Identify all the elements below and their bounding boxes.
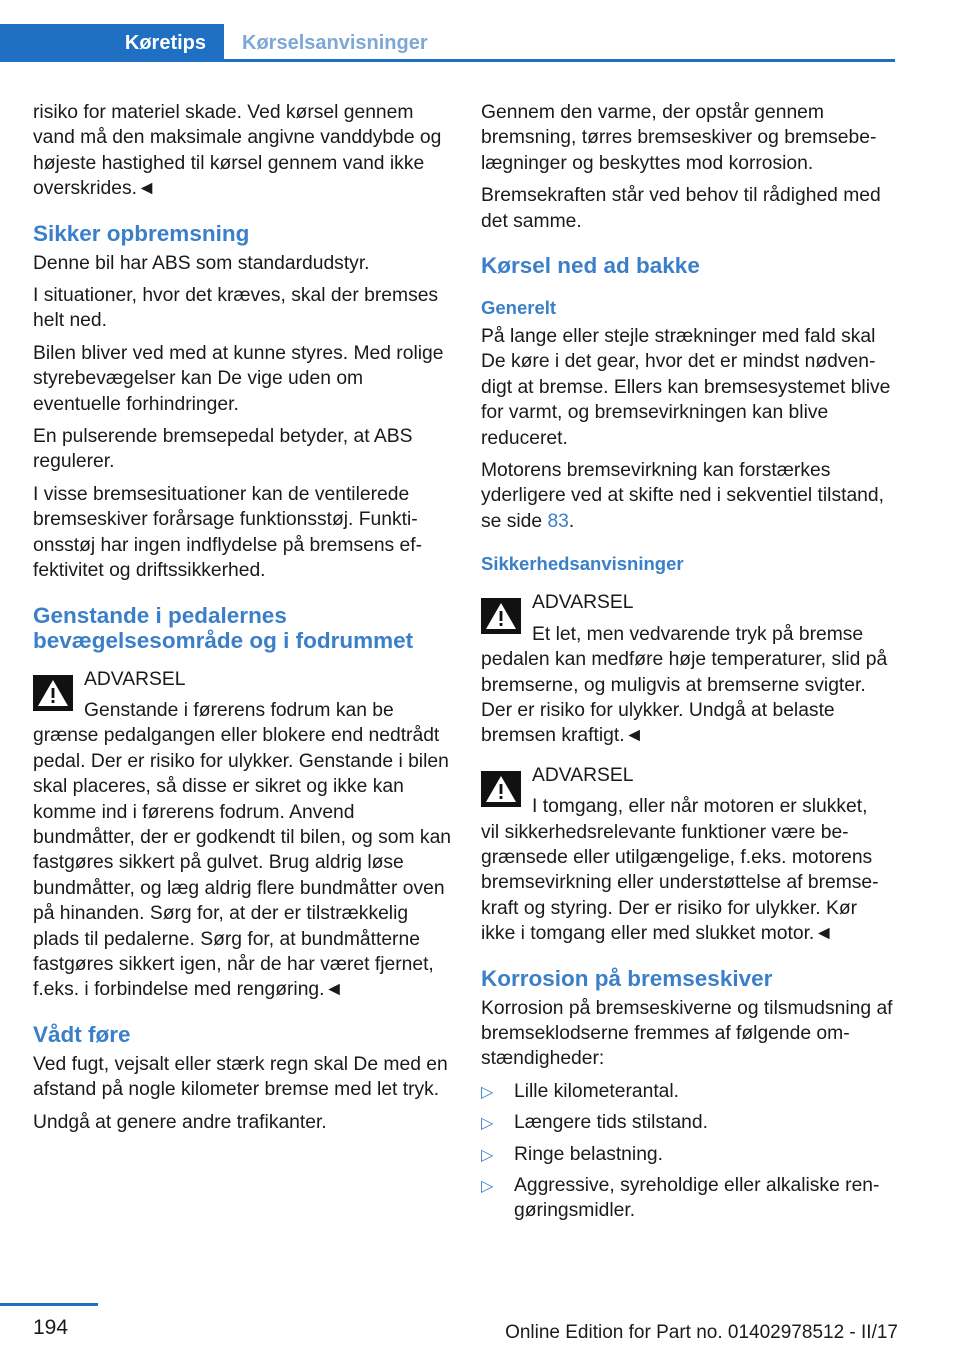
left-column	[33, 100, 451, 1142]
list-item	[481, 1173, 896, 1224]
warning-box	[33, 667, 451, 1003]
paragraph: Undgå at genere andre trafikanter.	[33, 1111, 327, 1133]
paragraph: I situationer, hvor det kræves, skal der bremses helt ned.	[33, 285, 439, 332]
right-column	[481, 100, 896, 1230]
paragraph: Ved fugt, vejsalt eller stærk regn skal De med en afstand på nogle kilometer bremse med let tryk.	[33, 1053, 448, 1101]
warning-text: grænse pedalgangen eller blokere end nedtrådt pedal. Der er risiko for ulykker. Genstande i bilen skal placeres, så disse er sikret og ikke kan komme ind i førerens fodrum. Anvend bundmåtter, der er godkendt til bilen, og som kan fastgøres sikkert på gulvet. Brug aldrig løse bundmåtter, og læg aldrig flere bundmåtter oven på hinanden. Sørg for, at der er tilstrækkelig plads til pedalerne. Sørg for, at bundmåtterne fastgøres sikkert igen, når de har været fjernet, f.eks. i forbindelse med rengøring.◄	[33, 725, 452, 1001]
paragraph: Korrosion på bremseskiverne og tilsmudsning af bremseklodserne fremmes af følgende omstændigheder:	[481, 997, 893, 1070]
paragraph-text: Motorens bremsevirkning kan forstærkes yderligere ved at skifte ned i sekventiel tilstand, se side	[481, 460, 884, 532]
list-item	[481, 1110, 896, 1135]
bullet-triangle-icon: ▷	[481, 1115, 494, 1133]
warning-text-first: Genstande i førerens fodrum kan be	[84, 699, 394, 721]
warning-box	[481, 763, 896, 947]
paragraph: risiko for materiel skade. Ved kørsel gennem vand må den maksimale angivne vanddybde og højeste hastighed til kørsel gennem vand ikke overskrides.◄	[33, 102, 442, 200]
bullet-list	[481, 1079, 896, 1224]
page-number: 194	[33, 1316, 69, 1339]
heading-downhill: Kørsel ned ad bakke	[481, 253, 700, 279]
warning-title: ADVARSEL	[84, 668, 186, 690]
chapter-header	[0, 24, 895, 62]
list-item	[481, 1142, 896, 1167]
warning-text: pedalen kan medføre høje temperaturer, slid på bremserne, og muligvis at bremserne svigter. Der er risiko for ulykker. Undgå at belaste bremsen kraftigt.◄	[481, 649, 888, 747]
warning-text: vil sikkerhedsrelevante funktioner være begrænsede eller utilgængelige, f.eks. motorens bremsevirkning eller understøttelse af bremsekraft og styring. Der er risiko for ulykker. Kør ikke i tomgang eller med slukket motor.◄	[481, 821, 879, 945]
chapter-tab: Køretips	[0, 24, 224, 62]
paragraph: En pulserende bremsepedal betyder, at ABS regulerer.	[33, 426, 413, 473]
list-item-text: Ringe belastning.	[514, 1143, 663, 1165]
list-item-text: Lille kilometerantal.	[514, 1080, 680, 1102]
heading-objects-footwell: Genstande i pedalernes bevægelsesområde og i fodrummet	[33, 602, 414, 653]
paragraph-text: .	[568, 510, 575, 532]
paragraph	[481, 458, 896, 534]
paragraph: I visse bremsesituationer kan de ventilerede bremseskiver forårsage funktionsstøj. Funktionsstøj har ingen indflydelse på bremsens effektivitet og driftssikkerhed.	[33, 483, 423, 582]
bullet-triangle-icon: ▷	[481, 1083, 494, 1101]
warning-icon	[33, 675, 73, 711]
warning-icon	[481, 598, 521, 634]
paragraph: Bilen bliver ved med at kunne styres. Med rolige styrebevægelser kan De vige uden om eventuelle forhindringer.	[33, 342, 444, 415]
heading-safe-braking: Sikker opbremsning	[33, 220, 250, 246]
page-link[interactable]: 83	[547, 510, 569, 532]
list-item-text: Længere tids stilstand.	[514, 1112, 708, 1134]
list-item	[481, 1079, 896, 1104]
paragraph: Denne bil har ABS som standardudstyr.	[33, 252, 370, 274]
section-tab: Kørselsanvisninger	[242, 31, 428, 54]
heading-corrosion: Korrosion på bremseskiver	[481, 965, 773, 991]
subheading-general: Generelt	[481, 297, 557, 319]
subheading-safety: Sikkerhedsanvisninger	[481, 553, 684, 575]
warning-icon	[481, 771, 521, 807]
footer-rule	[0, 1303, 98, 1306]
warning-title: ADVARSEL	[532, 764, 634, 786]
header-rule	[0, 59, 895, 62]
edition-note: Online Edition for Part no. 01402978512 - II/17	[505, 1322, 898, 1343]
heading-wet-roads: Vådt føre	[33, 1021, 131, 1047]
bullet-triangle-icon: ▷	[481, 1178, 494, 1195]
paragraph: På lange eller stejle strækninger med fald skal De køre i det gear, hvor det er mindst nødvendigt at bremse. Ellers kan bremsesystemet blive for varmt, og bremsevirkningen kan blive reduceret.	[481, 326, 891, 449]
warning-title: ADVARSEL	[532, 592, 634, 614]
warning-text-first: Et let, men vedvarende tryk på bremse	[532, 623, 864, 645]
warning-text-first: I tomgang, eller når motoren er slukket,	[532, 796, 868, 818]
bullet-triangle-icon: ▷	[481, 1146, 494, 1164]
list-item-text: Aggressive, syreholdige eller alkaliske rengøringsmidler.	[514, 1175, 880, 1222]
warning-box	[481, 590, 896, 748]
paragraph: Bremsekraften står ved behov til rådighed med det samme.	[481, 185, 881, 232]
paragraph: Gennem den varme, der opstår gennem bremsning, tørres bremseskiver og bremsebelægninger og beskyttes mod korrosion.	[481, 102, 877, 174]
